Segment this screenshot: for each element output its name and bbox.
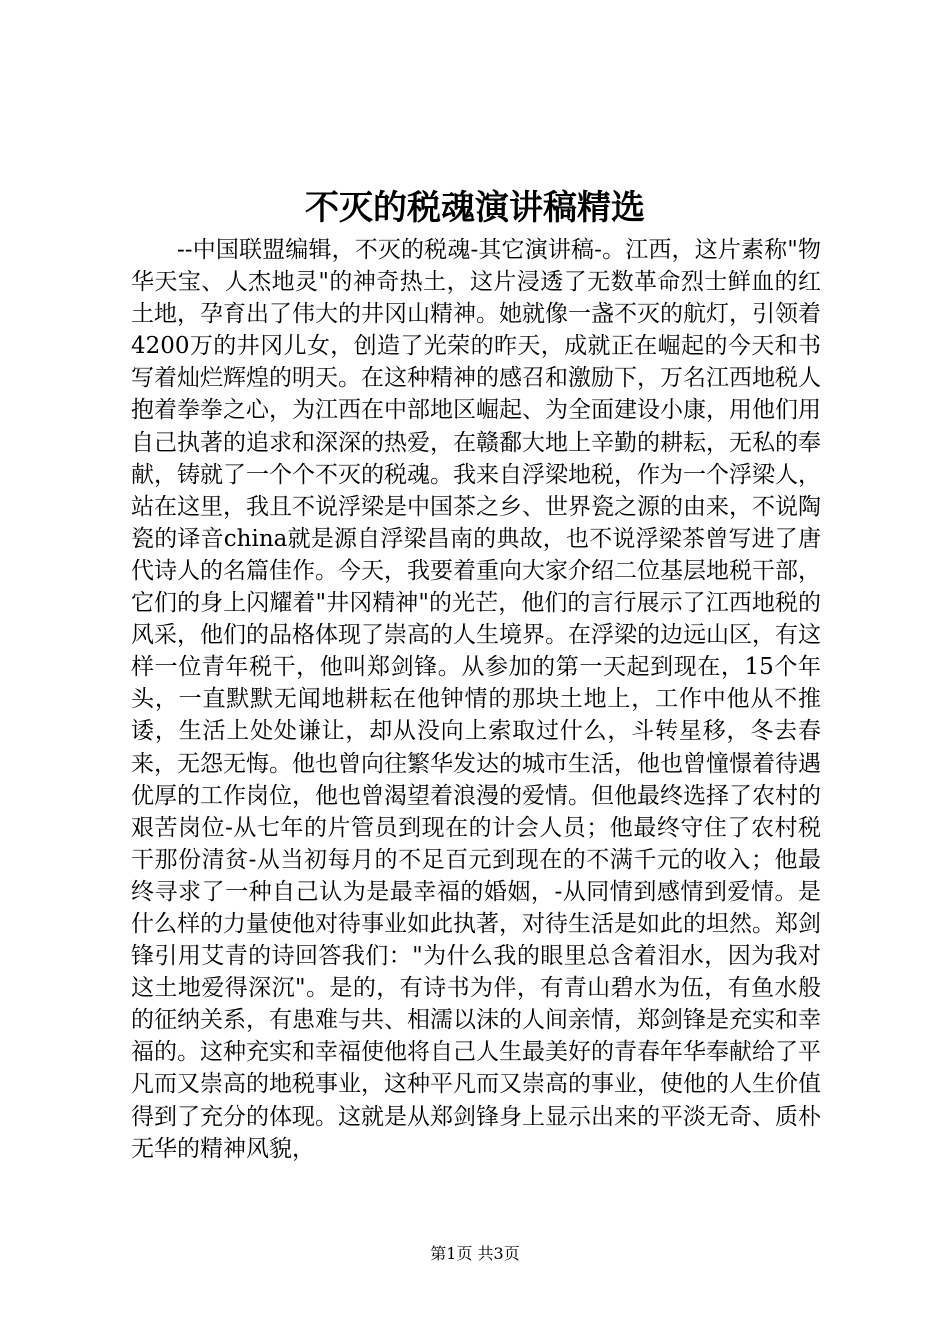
page-indicator: 第1页 共3页 bbox=[430, 1244, 520, 1263]
document-body-paragraph: --中国联盟编辑，不灭的税魂-其它演讲稿-。江西，这片素称"物华天宝、人杰地灵"的神奇热土，这片浸透了无数革命烈士鲜血的红土地，孕育出了伟大的井冈山精神。她就像一盏不灭的航灯，引领着4200万的井冈儿女，创造了光荣的昨天，成就正在崛起的今天和书写着灿烂辉煌的明天。在这种精神的感召和激励下，万名江西地税人抱着拳拳之心，为江西在中部地区崛起、为全面建设小康，用他们用自己执著的追求和深深的热爱，在赣鄱大地上辛勤的耕耘，无私的奉献，铸就了一个个不灭的税魂。我来自浮梁地税，作为一个浮梁人，站在这里，我且不说浮梁是中国茶之乡、世界瓷之源的由来，不说陶瓷的译音china就是源自浮梁昌南的典故，也不说浮梁茶曾写进了唐代诗人的名篇佳作。今天，我要着重向大家介绍二位基层地税干部，它们的身上闪耀着"井冈精神"的光芒，他们的言行展示了江西地税的风采，他们的品格体现了崇高的人生境界。在浮梁的边远山区，有这样一位青年税干，他叫郑剑锋。从参加的第一天起到现在，15个年头，一直默默无闻地耕耘在他钟情的那块土地上，工作中他从不推诿，生活上处处谦让，却从没向上索取过什么，斗转星移，冬去春来，无怨无悔。他也曾向往繁华发达的城市生活，他也曾憧憬着待遇优厚的工作岗位，他也曾渴望着浪漫的爱情。但他最终选择了农村的艰苦岗位-从七年的片管员到现在的计会人员；他最终守住了农村税干那份清贫-从当初每月的不足百元到现在的不满千元的收入；他最终寻求了一种自己认为是最幸福的婚姻，-从同情到感情到爱情。是什么样的力量使他对待事业如此执著，对待生活是如此的坦然。郑剑锋引用艾青的诗回答我们："为什么我的眼里总含着泪水，因为我对这土地爱得深沉"。是的，有诗书为伴，有青山碧水为伍，有鱼水般的征纳关系，有患难与共、相濡以沫的人间亲情，郑剑锋是充实和幸福的。这种充实和幸福使他将自己人生最美好的青春年华奉献给了平凡而又崇高的地税事业，这种平凡而又崇高的事业，使他的人生价值得到了充分的体现。这就是从郑剑锋身上显示出来的平淡无奇、质朴无华的精神风貌， bbox=[131, 237, 821, 1162]
page-footer bbox=[0, 1243, 950, 1265]
document-title: 不灭的税魂演讲稿精选 bbox=[305, 188, 645, 228]
